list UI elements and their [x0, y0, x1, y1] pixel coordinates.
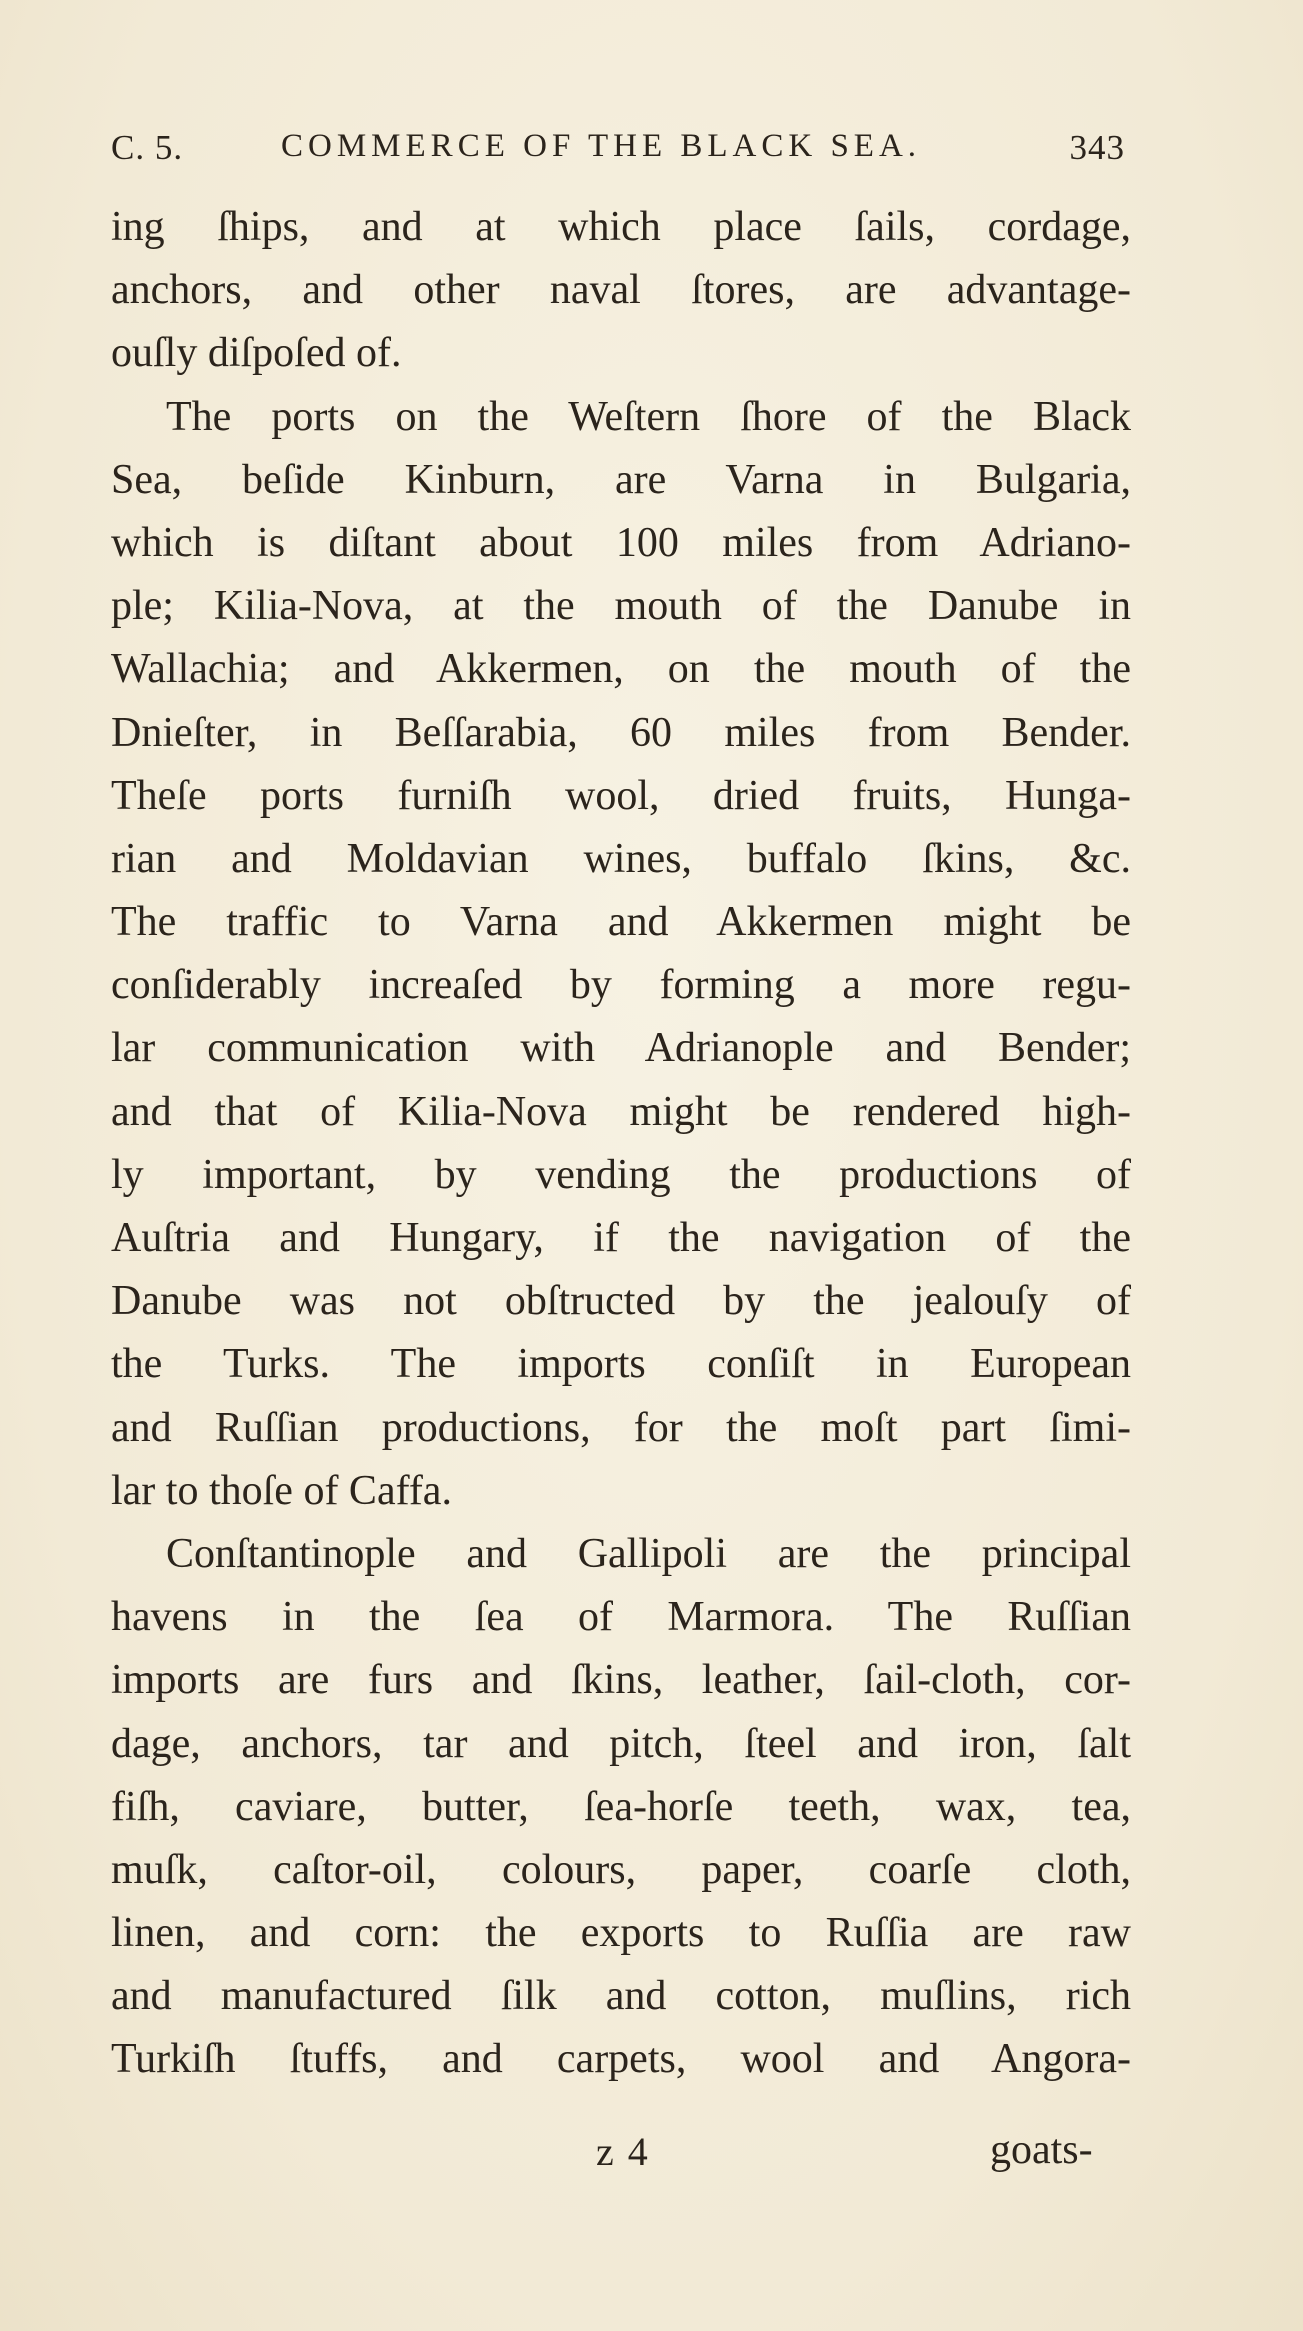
- text-line: linen, and corn: the exports to Ruſſia are raw: [111, 1910, 1131, 1957]
- chapter-reference: C. 5.: [111, 128, 184, 167]
- text-line: The traffic to Varna and Akkermen might be: [111, 899, 1131, 946]
- catchword: goats-: [990, 2127, 1093, 2173]
- text-line: lar to thoſe of Caffa.: [111, 1467, 452, 1514]
- text-line: havens in the ſea of Marmora. The Ruſſian: [111, 1594, 1131, 1641]
- text-line: Auſtria and Hungary, if the navigation of the: [111, 1215, 1131, 1261]
- text-line: Turkiſh ſtuffs, and carpets, wool and Angora-: [111, 2036, 1131, 2083]
- text-line: Conſtantinople and Gallipoli are the principal: [166, 1530, 1131, 1577]
- running-header: [111, 128, 1125, 178]
- body-text: [111, 196, 1131, 2092]
- text-line: Sea, beſide Kinburn, are Varna in Bulgaria,: [111, 456, 1131, 503]
- text-line: the Turks. The imports conſiſt in European: [111, 1341, 1131, 1388]
- page-number: 343: [1069, 128, 1125, 167]
- text-line: rian and Moldavian wines, buffalo ſkins, &c.: [111, 835, 1131, 882]
- running-title: COMMERCE OF THE BLACK SEA.: [281, 128, 922, 164]
- text-line: Theſe ports furniſh wool, dried fruits, Hunga-: [111, 772, 1131, 819]
- text-line: and manufactured ſilk and cotton, muſlins, rich: [111, 1973, 1131, 2020]
- text-line: ple; Kilia-Nova, at the mouth of the Danube in: [111, 583, 1131, 630]
- text-line: anchors, and other naval ſtores, are advantage-: [111, 267, 1131, 314]
- text-line: fiſh, caviare, butter, ſea-horſe teeth, wax, tea,: [111, 1783, 1131, 1830]
- text-line: dage, anchors, tar and pitch, ſteel and iron, ſalt: [111, 1720, 1131, 1767]
- text-line: which is diſtant about 100 miles from Adriano-: [111, 519, 1131, 566]
- text-line: The ports on the Weſtern ſhore of the Black: [166, 393, 1131, 440]
- text-line: conſiderably increaſed by forming a more regu-: [111, 962, 1131, 1009]
- signature-mark: z 4: [596, 2129, 650, 2174]
- text-line: ly important, by vending the productions of: [111, 1151, 1131, 1198]
- text-line: lar communication with Adrianople and Bender;: [111, 1025, 1131, 1072]
- text-line: muſk, caſtor-oil, colours, paper, coarſe cloth,: [111, 1846, 1131, 1893]
- text-line: Dnieſter, in Beſſarabia, 60 miles from Bender.: [111, 709, 1131, 756]
- text-line: ouſly diſpoſed of.: [111, 330, 402, 377]
- text-line: and that of Kilia-Nova might be rendered high-: [111, 1088, 1131, 1135]
- text-line: Wallachia; and Akkermen, on the mouth of the: [111, 646, 1131, 693]
- text-line: ing ſhips, and at which place ſails, cordage,: [111, 204, 1131, 250]
- text-line: Danube was not obſtructed by the jealouſy of: [111, 1278, 1131, 1325]
- text-line: imports are furs and ſkins, leather, ſail-cloth, cor-: [111, 1657, 1131, 1704]
- text-line: and Ruſſian productions, for the moſt part ſimi-: [111, 1404, 1131, 1451]
